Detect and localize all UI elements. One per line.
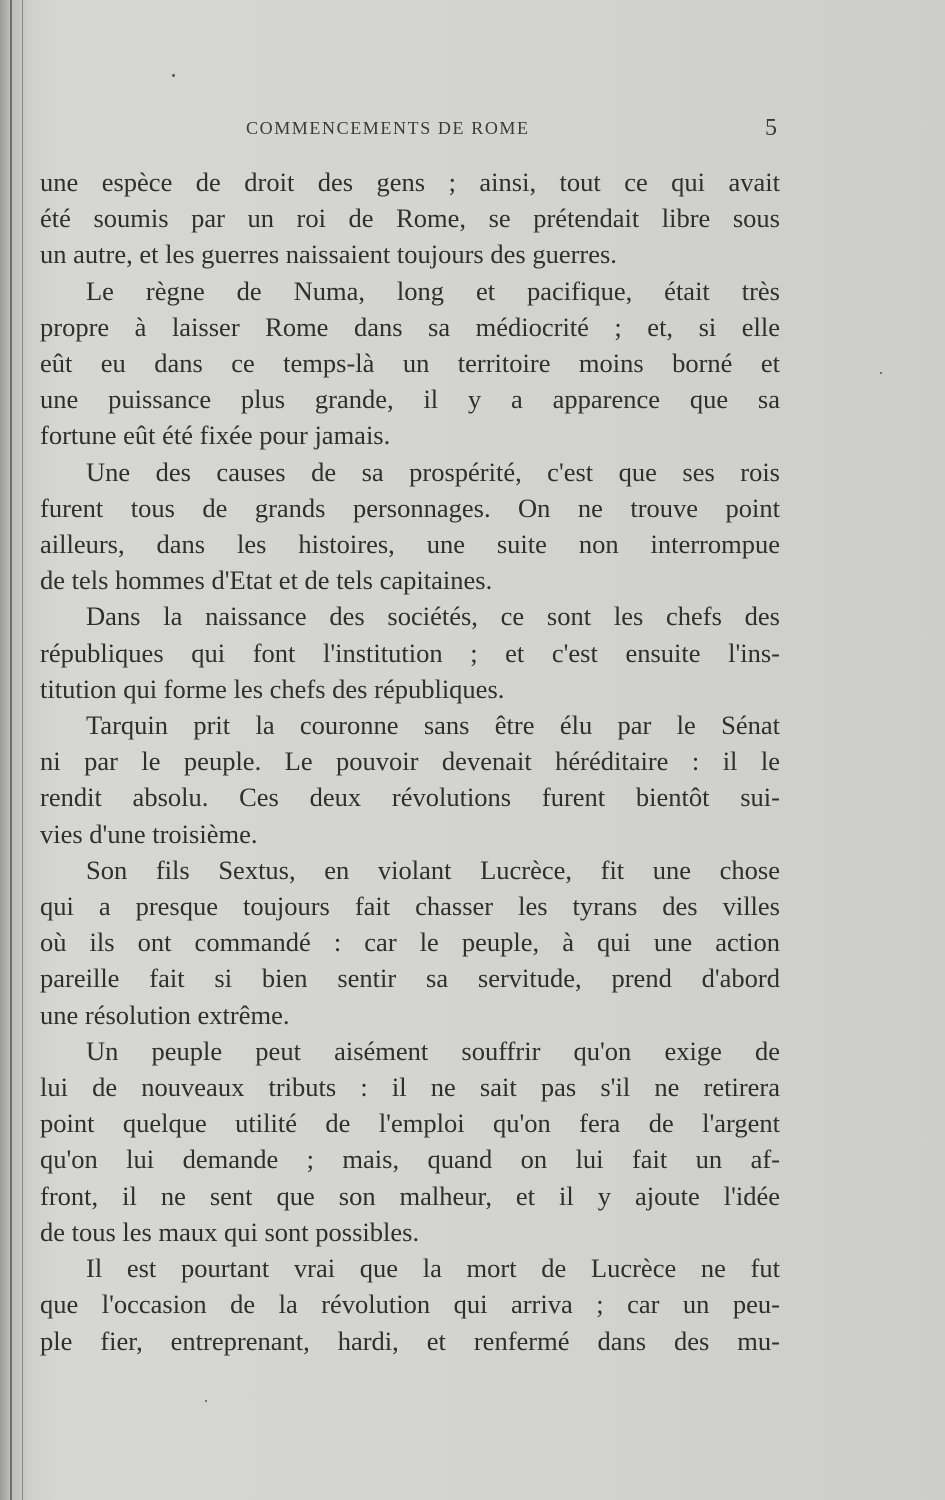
running-head [0, 115, 945, 142]
text-line: Le règne de Numa, long et pacifique, était très [86, 275, 780, 306]
text-line: point quelque utilité de l'emploi qu'on fera de l'argent [40, 1108, 780, 1139]
text-line: de tous les maux qui sont possibles. [40, 1216, 420, 1247]
gutter-edge-line [10, 0, 12, 1500]
text-line: où ils ont commandé : car le peuple, à qui une action [40, 927, 780, 958]
text-line: ailleurs, dans les histoires, une suite non interrompue [40, 529, 780, 560]
text-line: furent tous de grands personnages. On ne trouve point [40, 492, 780, 523]
text-line: lui de nouveaux tributs : il ne sait pas s'il ne retirera [40, 1072, 780, 1103]
text-line: ni par le peuple. Le pouvoir devenait héréditaire : il le [40, 746, 780, 777]
body-text [40, 164, 780, 1359]
text-line: une résolution extrême. [40, 999, 290, 1030]
text-line: Il est pourtant vrai que la mort de Lucrèce ne fut [86, 1253, 780, 1284]
text-line: eût eu dans ce temps-là un territoire moins borné et [40, 348, 780, 379]
paper-speck [172, 74, 175, 77]
text-line: Son fils Sextus, en violant Lucrèce, fit une chose [86, 854, 780, 885]
text-line: front, il ne sent que son malheur, et il y ajoute l'idée [40, 1180, 780, 1211]
text-line: rendit absolu. Ces deux révolutions furent bientôt sui- [40, 782, 780, 813]
text-line: de tels hommes d'Etat et de tels capitaines. [40, 565, 493, 596]
text-line: été soumis par un roi de Rome, se prétendait libre sous [40, 203, 780, 234]
gutter-edge-line-inner [22, 0, 23, 1500]
text-line: ple fier, entreprenant, hardi, et renfermé dans des mu- [40, 1325, 780, 1356]
text-line: qui a presque toujours fait chasser les tyrans des villes [40, 891, 780, 922]
text-line: une puissance plus grande, il y a apparence que sa [40, 384, 780, 415]
text-line: propre à laisser Rome dans sa médiocrité ; et, si elle [40, 311, 780, 342]
text-line: fortune eût été fixée pour jamais. [40, 420, 391, 451]
text-line: un autre, et les guerres naissaient toujours des guerres. [40, 239, 617, 270]
text-line: titution qui forme les chefs des républiques. [40, 673, 505, 704]
text-line: Un peuple peut aisément souffrir qu'on exige de [86, 1035, 780, 1066]
paper-speck [205, 1400, 207, 1402]
text-line: Tarquin prit la couronne sans être élu par le Sénat [86, 710, 780, 741]
page-number: 5 [765, 115, 777, 141]
text-line: pareille fait si bien sentir sa servitude, prend d'abord [40, 963, 780, 994]
text-line: une espèce de droit des gens ; ainsi, tout ce qui avait [40, 167, 780, 197]
text-line: républiques qui font l'institution ; et c'est ensuite l'ins- [40, 637, 780, 668]
running-head-title: COMMENCEMENTS DE ROME [246, 118, 530, 138]
text-line: que l'occasion de la révolution qui arriva ; car un peu- [40, 1289, 780, 1320]
text-line: qu'on lui demande ; mais, quand on lui fait un af- [40, 1144, 780, 1175]
text-line: Une des causes de sa prospérité, c'est que ses rois [86, 456, 780, 487]
text-line: vies d'une troisième. [40, 818, 258, 849]
text-line: Dans la naissance des sociétés, ce sont les chefs des [86, 601, 780, 632]
paper-speck [880, 372, 882, 374]
